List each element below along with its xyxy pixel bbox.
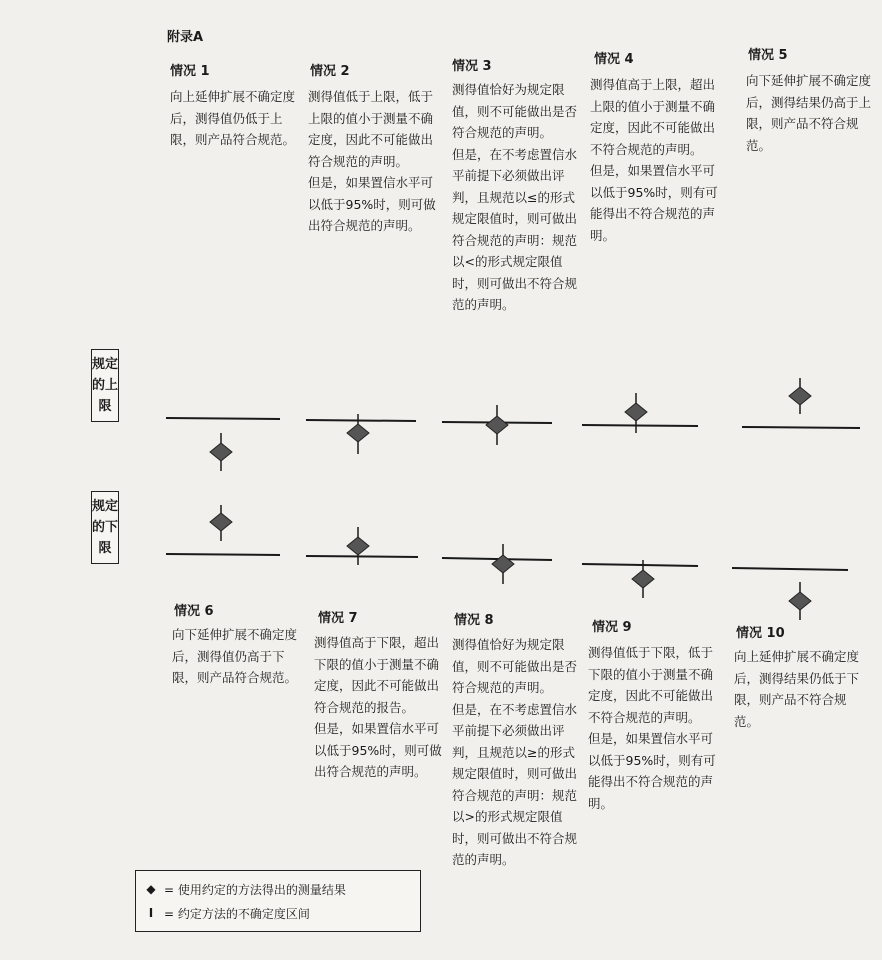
measurement-diamond-5 (789, 387, 811, 405)
measurement-diamond-4 (625, 403, 647, 421)
case-2-title: 情况 2 (310, 64, 350, 79)
diamond-icon: ◆ (146, 882, 156, 896)
upper-limit-line-2 (306, 420, 416, 421)
measurement-diamond-1 (210, 443, 232, 461)
case-4-title: 情况 4 (594, 52, 634, 67)
case-5-title: 情况 5 (748, 48, 788, 63)
case-6-title: 情况 6 (174, 604, 214, 619)
upper-limit-line-5 (742, 427, 860, 428)
case-10-text: 向上延伸扩展不确定度后，测得结果仍低于下限，则产品不符合规范。 (734, 649, 860, 729)
lower-limit-line-6 (166, 554, 280, 555)
lower-limit-label-text: 规定的下限 (92, 499, 119, 556)
case-7-text: 测得值高于下限，超出下限的值小于测量不确定度，因此不可能做出符合规范的报告。 但是，如果置信水平可以低于95%时，则可做出符合规范的声明。 (314, 635, 442, 779)
upper-limit-line-1 (166, 418, 280, 419)
measurement-diamond-6 (210, 513, 232, 531)
measurement-diamond-10 (789, 592, 811, 610)
legend-row-diamond (144, 877, 412, 901)
case-9-text: 测得值低于下限，低于下限的值小于测量不确定度，因此不可能做出不符合规范的声明。 但是，如果置信水平可以低于95%时，则有可能得出不符合规范的声明。 (588, 645, 716, 811)
legend-row-interval (144, 901, 412, 925)
legend-diamond-text: = 使用约定的方法得出的测量结果 (164, 882, 346, 897)
interval-bar-icon: I (148, 906, 154, 920)
appendix-label: 附录A (167, 30, 204, 45)
lower-limit-line-9 (582, 564, 698, 566)
case-2-text: 测得值低于上限，低于上限的值小于测量不确定度，因此不可能做出符合规范的声明。 但是，如果置信水平可以低于95%时，则可做出符合规范的声明。 (308, 89, 436, 233)
measurement-diamond-9 (632, 570, 654, 588)
case-4-text: 测得值高于上限，超出上限的值小于测量不确定度，因此不可能做出不符合规范的声明。 但是，如果置信水平可以低于95%时，则有可能得出不符合规范的声明。 (590, 77, 718, 243)
measurement-diamond-8 (492, 555, 514, 573)
case-8-title: 情况 8 (454, 613, 494, 628)
case-9-title: 情况 9 (592, 620, 632, 635)
case-8-text: 测得值恰好为规定限值，则不可能做出是否符合规范的声明。 但是，在不考虑置信水平前提下必须做出评判，且规范以≥的形式规定限值时，则可做出符合规范的声明：规范以>的形式规定限值时，则可做出不符合规范的声明。 (452, 637, 578, 867)
measurement-diamond-3 (486, 416, 508, 434)
upper-limit-label-text: 规定的上限 (92, 357, 119, 414)
case-1-title: 情况 1 (170, 64, 210, 79)
case-1-text: 向上延伸扩展不确定度后，测得值仍低于上限，则产品符合规范。 (170, 89, 296, 147)
measurement-diamond-2 (347, 424, 369, 442)
case-5-text: 向下延伸扩展不确定度后，测得结果仍高于上限，则产品不符合规范。 (746, 73, 872, 153)
measurement-diamond-7 (347, 537, 369, 555)
case-6-text: 向下延伸扩展不确定度后，测得值仍高于下限，则产品符合规范。 (172, 627, 298, 685)
legend (135, 870, 421, 932)
case-3-title: 情况 3 (452, 59, 492, 74)
upper-limit-line-4 (582, 425, 698, 426)
case-10-title: 情况 10 (736, 626, 785, 641)
lower-limit-line-7 (306, 556, 418, 557)
legend-interval-text: = 约定方法的不确定度区间 (164, 906, 310, 921)
case-7-title: 情况 7 (318, 611, 358, 626)
lower-limit-line-10 (732, 568, 848, 570)
case-3-text: 测得值恰好为规定限值，则不可能做出是否符合规范的声明。 但是，在不考虑置信水平前提下必须做出评判，且规范以≤的形式规定限值时，则可做出符合规范的声明：规范以<的形式规定限值时，则可做出不符合规范的声明。 (452, 82, 578, 312)
